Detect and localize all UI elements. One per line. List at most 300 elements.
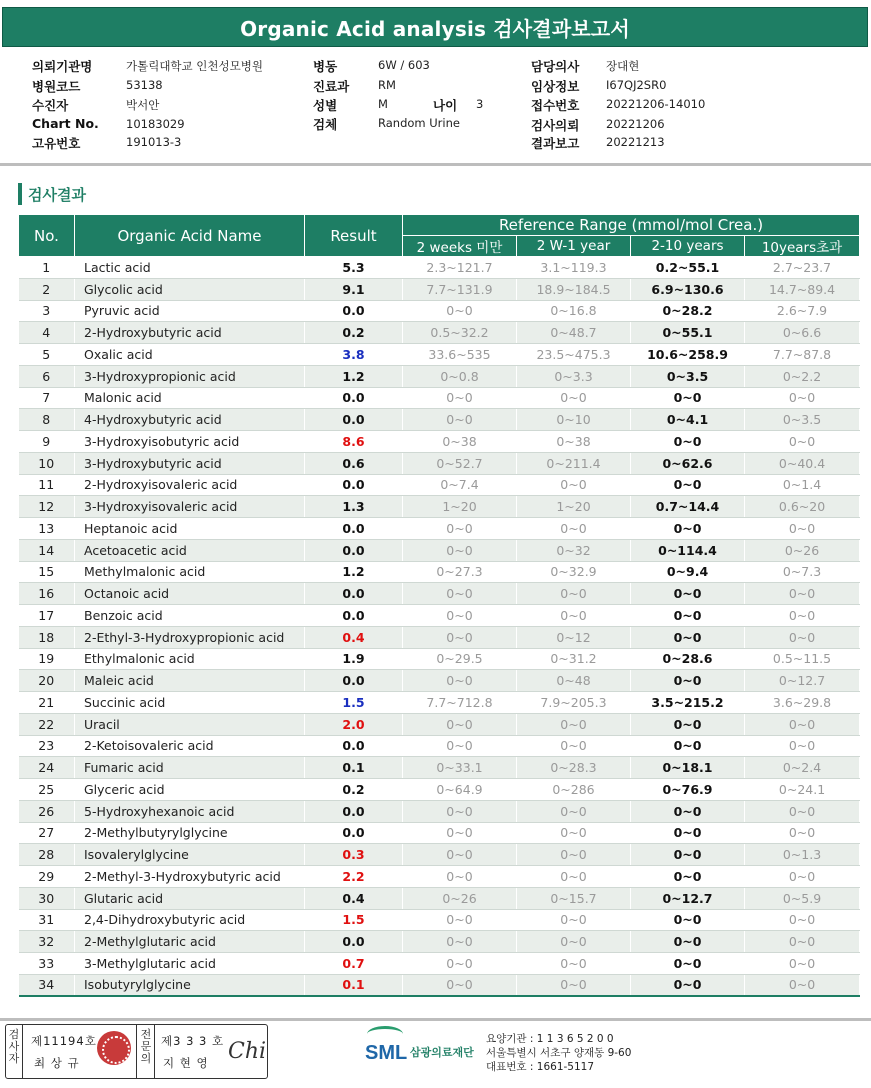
ref-2-10y: 0~76.9 <box>631 779 745 801</box>
ref-over-10y: 0~0 <box>745 953 860 975</box>
row-number: 11 <box>19 474 75 496</box>
acid-name: Malonic acid <box>75 387 305 409</box>
info-label-chart-no: Chart No. <box>32 116 99 131</box>
ref-over-10y: 0~5.9 <box>745 887 860 909</box>
row-number: 14 <box>19 539 75 561</box>
ref-2-10y: 0~9.4 <box>631 561 745 583</box>
ref-under-2-weeks: 0~0 <box>403 300 517 322</box>
ref-2-10y: 10.6~258.9 <box>631 344 745 366</box>
ref-2w-1y: 0~0 <box>517 844 631 866</box>
acid-name: 2-Ketoisovaleric acid <box>75 735 305 757</box>
logo-arc-icon <box>367 1026 403 1042</box>
table-row <box>19 822 860 844</box>
acid-name: 3-Hydroxyisovaleric acid <box>75 496 305 518</box>
ref-2w-1y: 0~0 <box>517 605 631 627</box>
result-value: 0.1 <box>305 974 403 996</box>
ref-over-10y: 0~3.5 <box>745 409 860 431</box>
ref-over-10y: 0~0 <box>745 800 860 822</box>
ref-2-10y: 0~0 <box>631 953 745 975</box>
result-value: 1.2 <box>305 365 403 387</box>
ref-under-2-weeks: 0~52.7 <box>403 452 517 474</box>
acid-name: Maleic acid <box>75 670 305 692</box>
ref-2-10y: 0~0 <box>631 387 745 409</box>
info-label-department: 진료과 <box>313 79 350 94</box>
result-value: 2.0 <box>305 713 403 735</box>
ref-under-2-weeks: 33.6~535 <box>403 344 517 366</box>
ref-2w-1y: 7.9~205.3 <box>517 692 631 714</box>
signature-separator <box>22 1025 23 1078</box>
ref-2-10y: 0~0 <box>631 713 745 735</box>
acid-name: Heptanoic acid <box>75 518 305 540</box>
result-value: 0.1 <box>305 757 403 779</box>
ref-2-10y: 0~0 <box>631 670 745 692</box>
table-row <box>19 800 860 822</box>
ref-2-10y: 0~4.1 <box>631 409 745 431</box>
result-value: 0.0 <box>305 670 403 692</box>
row-number: 33 <box>19 953 75 975</box>
ref-under-2-weeks: 0~0 <box>403 800 517 822</box>
ref-over-10y: 0~0 <box>745 974 860 996</box>
row-number: 28 <box>19 844 75 866</box>
ref-over-10y: 3.6~29.8 <box>745 692 860 714</box>
row-number: 27 <box>19 822 75 844</box>
ref-2-10y: 0~0 <box>631 800 745 822</box>
results-table <box>18 214 860 997</box>
info-value-institution: 가톨릭대학교 인천성모병원 <box>126 59 263 73</box>
ref-under-2-weeks: 0~0 <box>403 583 517 605</box>
table-row <box>19 583 860 605</box>
ref-under-2-weeks: 7.7~131.9 <box>403 278 517 300</box>
ref-over-10y: 2.6~7.9 <box>745 300 860 322</box>
table-row <box>19 648 860 670</box>
row-number: 32 <box>19 931 75 953</box>
table-row <box>19 757 860 779</box>
result-value: 0.4 <box>305 626 403 648</box>
result-value: 8.6 <box>305 431 403 453</box>
table-row <box>19 278 860 300</box>
ref-under-2-weeks: 0~0 <box>403 518 517 540</box>
row-number: 1 <box>19 257 75 279</box>
ref-2w-1y: 0~0 <box>517 713 631 735</box>
acid-name: Uracil <box>75 713 305 735</box>
info-label-unique-no: 고유번호 <box>32 136 81 151</box>
ref-under-2-weeks: 0~0 <box>403 409 517 431</box>
row-number: 18 <box>19 626 75 648</box>
table-row <box>19 518 860 540</box>
table-row <box>19 452 860 474</box>
row-number: 29 <box>19 866 75 888</box>
row-number: 5 <box>19 344 75 366</box>
ref-over-10y: 0~1.3 <box>745 844 860 866</box>
row-number: 6 <box>19 365 75 387</box>
table-row <box>19 670 860 692</box>
report-title: Organic Acid analysis 검사결과보고서 <box>2 7 868 47</box>
ref-over-10y: 0~12.7 <box>745 670 860 692</box>
ref-2w-1y: 0~12 <box>517 626 631 648</box>
ref-2w-1y: 0~0 <box>517 909 631 931</box>
address-line: 서울특별시 서초구 양재동 9-60 <box>486 1047 632 1059</box>
ref-under-2-weeks: 0~0 <box>403 931 517 953</box>
table-row <box>19 387 860 409</box>
result-value: 5.3 <box>305 257 403 279</box>
result-value: 0.0 <box>305 583 403 605</box>
ref-over-10y: 0~6.6 <box>745 322 860 344</box>
ref-over-10y: 0~0 <box>745 931 860 953</box>
ref-2-10y: 0~18.1 <box>631 757 745 779</box>
ref-2-10y: 0~0 <box>631 931 745 953</box>
ref-under-2-weeks: 0~0 <box>403 387 517 409</box>
logo-mark: SML <box>365 1042 408 1064</box>
acid-name: Lactic acid <box>75 257 305 279</box>
table-row <box>19 561 860 583</box>
info-value-unique-no: 191013-3 <box>126 135 182 149</box>
acid-name: Glyceric acid <box>75 779 305 801</box>
acid-name: Isovalerylglycine <box>75 844 305 866</box>
row-number: 9 <box>19 431 75 453</box>
ref-under-2-weeks: 0~0 <box>403 735 517 757</box>
ref-2-10y: 0.2~55.1 <box>631 257 745 279</box>
ref-over-10y: 0~0 <box>745 735 860 757</box>
ref-2-10y: 0~0 <box>631 974 745 996</box>
ref-2-10y: 0~55.1 <box>631 322 745 344</box>
ref-over-10y: 14.7~89.4 <box>745 278 860 300</box>
ref-2-10y: 0~0 <box>631 431 745 453</box>
ref-2-10y: 0~0 <box>631 626 745 648</box>
ref-under-2-weeks: 0~29.5 <box>403 648 517 670</box>
table-row <box>19 431 860 453</box>
table-row <box>19 496 860 518</box>
acid-name: 4-Hydroxybutyric acid <box>75 409 305 431</box>
table-row <box>19 539 860 561</box>
table-row <box>19 866 860 888</box>
info-value-patient: 박서안 <box>126 98 160 112</box>
acid-name: Oxalic acid <box>75 344 305 366</box>
ref-2w-1y: 0~0 <box>517 474 631 496</box>
ref-2-10y: 0.7~14.4 <box>631 496 745 518</box>
acid-name: 2-Methylbutyrylglycine <box>75 822 305 844</box>
ref-over-10y: 0~24.1 <box>745 779 860 801</box>
row-number: 23 <box>19 735 75 757</box>
ref-2-10y: 0~3.5 <box>631 365 745 387</box>
result-value: 1.2 <box>305 561 403 583</box>
info-value-specimen: Random Urine <box>378 116 460 130</box>
acid-name: Methylmalonic acid <box>75 561 305 583</box>
table-row <box>19 844 860 866</box>
table-row <box>19 365 860 387</box>
result-value: 0.0 <box>305 409 403 431</box>
ref-2w-1y: 0~16.8 <box>517 300 631 322</box>
row-number: 4 <box>19 322 75 344</box>
ref-2-10y: 0~0 <box>631 605 745 627</box>
ref-2w-1y: 23.5~475.3 <box>517 344 631 366</box>
logo-name: 삼광의료재단 <box>410 1046 474 1059</box>
ref-under-2-weeks: 0~0 <box>403 974 517 996</box>
acid-name: Isobutyrylglycine <box>75 974 305 996</box>
acid-name: Fumaric acid <box>75 757 305 779</box>
acid-name: 3-Methylglutaric acid <box>75 953 305 975</box>
specialist-name: 지 현 영 <box>163 1056 209 1070</box>
result-value: 0.4 <box>305 887 403 909</box>
ref-over-10y: 2.7~23.7 <box>745 257 860 279</box>
acid-name: Pyruvic acid <box>75 300 305 322</box>
info-value-department: RM <box>378 78 396 92</box>
table-row <box>19 735 860 757</box>
ref-under-2-weeks: 0~0 <box>403 626 517 648</box>
ref-over-10y: 0~2.4 <box>745 757 860 779</box>
info-value-request-date: 20221206 <box>606 117 665 131</box>
ref-under-2-weeks: 0~33.1 <box>403 757 517 779</box>
acid-name: Ethylmalonic acid <box>75 648 305 670</box>
acid-name: Succinic acid <box>75 692 305 714</box>
row-number: 3 <box>19 300 75 322</box>
header-reference-range: Reference Range (mmol/mol Crea.) <box>403 215 860 236</box>
ref-under-2-weeks: 0~38 <box>403 431 517 453</box>
result-value: 2.2 <box>305 866 403 888</box>
header-name: Organic Acid Name <box>75 215 305 257</box>
row-number: 20 <box>19 670 75 692</box>
tester-name: 최 상 규 <box>34 1056 80 1070</box>
ref-2w-1y: 0~286 <box>517 779 631 801</box>
info-label-sex: 성별 <box>313 98 338 113</box>
result-value: 0.2 <box>305 779 403 801</box>
ref-under-2-weeks: 0.5~32.2 <box>403 322 517 344</box>
ref-under-2-weeks: 7.7~712.8 <box>403 692 517 714</box>
ref-under-2-weeks: 0~0 <box>403 844 517 866</box>
ref-2w-1y: 0~0 <box>517 800 631 822</box>
result-value: 0.0 <box>305 822 403 844</box>
ref-over-10y: 0~0 <box>745 822 860 844</box>
lab-address <box>486 1032 631 1074</box>
row-number: 15 <box>19 561 75 583</box>
result-value: 0.7 <box>305 953 403 975</box>
ref-2w-1y: 1~20 <box>517 496 631 518</box>
result-value: 0.0 <box>305 735 403 757</box>
signature-box <box>5 1024 268 1079</box>
table-row <box>19 887 860 909</box>
ref-2-10y: 0~28.2 <box>631 300 745 322</box>
ref-under-2-weeks: 0~0 <box>403 953 517 975</box>
ref-under-2-weeks: 0~64.9 <box>403 779 517 801</box>
acid-name: Benzoic acid <box>75 605 305 627</box>
ref-under-2-weeks: 0~0 <box>403 713 517 735</box>
info-label-clinical-info: 임상정보 <box>531 79 580 94</box>
ref-2-10y: 0~0 <box>631 735 745 757</box>
row-number: 34 <box>19 974 75 996</box>
tester-license: 제11194호 <box>31 1034 97 1048</box>
ref-over-10y: 0~0 <box>745 387 860 409</box>
header-ref-over-10y: 10years초과 <box>745 236 860 257</box>
ref-under-2-weeks: 0~0 <box>403 605 517 627</box>
header-ref-under-2-weeks: 2 weeks 미만 <box>403 236 517 257</box>
ref-2w-1y: 0~31.2 <box>517 648 631 670</box>
table-row <box>19 713 860 735</box>
signature-separator <box>136 1025 137 1078</box>
row-number: 12 <box>19 496 75 518</box>
ref-2-10y: 0~0 <box>631 474 745 496</box>
info-label-request-date: 검사의뢰 <box>531 118 580 133</box>
table-row <box>19 300 860 322</box>
ref-2w-1y: 0~28.3 <box>517 757 631 779</box>
ref-2w-1y: 0~48 <box>517 670 631 692</box>
row-number: 2 <box>19 278 75 300</box>
acid-name: 2-Hydroxyisovaleric acid <box>75 474 305 496</box>
ref-over-10y: 0.6~20 <box>745 496 860 518</box>
patient-info <box>0 54 871 150</box>
acid-name: Glycolic acid <box>75 278 305 300</box>
ref-over-10y: 0~2.2 <box>745 365 860 387</box>
table-row <box>19 974 860 996</box>
sml-logo <box>365 1032 485 1072</box>
result-value: 0.0 <box>305 518 403 540</box>
info-value-sex: M <box>378 97 388 111</box>
ref-2-10y: 0~0 <box>631 909 745 931</box>
ref-2-10y: 3.5~215.2 <box>631 692 745 714</box>
row-number: 31 <box>19 909 75 931</box>
acid-name: 2-Hydroxybutyric acid <box>75 322 305 344</box>
acid-name: 3-Hydroxyisobutyric acid <box>75 431 305 453</box>
table-row <box>19 257 860 279</box>
info-value-report-date: 20221213 <box>606 135 665 149</box>
ref-over-10y: 0~0 <box>745 518 860 540</box>
info-value-age: 3 <box>476 97 484 111</box>
signature-separator <box>154 1025 155 1078</box>
result-value: 0.0 <box>305 300 403 322</box>
result-value: 1.9 <box>305 648 403 670</box>
header-ref-2w-1y: 2 W-1 year <box>517 236 631 257</box>
result-value: 0.6 <box>305 452 403 474</box>
ref-over-10y: 0~0 <box>745 909 860 931</box>
ref-under-2-weeks: 0~27.3 <box>403 561 517 583</box>
ref-over-10y: 0~0 <box>745 866 860 888</box>
ref-under-2-weeks: 0~26 <box>403 887 517 909</box>
ref-2w-1y: 0~32.9 <box>517 561 631 583</box>
ref-over-10y: 0~0 <box>745 626 860 648</box>
address-line: 요양기관 : 1 1 3 6 5 2 0 0 <box>486 1033 614 1045</box>
info-value-receipt-no: 20221206-14010 <box>606 97 706 111</box>
acid-name: 2-Methyl-3-Hydroxybutyric acid <box>75 866 305 888</box>
ref-2w-1y: 3.1~119.3 <box>517 257 631 279</box>
acid-name: Octanoic acid <box>75 583 305 605</box>
section-title <box>18 183 86 205</box>
ref-under-2-weeks: 0~0 <box>403 909 517 931</box>
results-body <box>19 257 860 997</box>
row-number: 25 <box>19 779 75 801</box>
info-label-doctor: 담당의사 <box>531 59 580 74</box>
ref-2w-1y: 0~0 <box>517 822 631 844</box>
ref-over-10y: 0~0 <box>745 605 860 627</box>
row-number: 21 <box>19 692 75 714</box>
ref-over-10y: 0~7.3 <box>745 561 860 583</box>
ref-2w-1y: 0~0 <box>517 931 631 953</box>
result-value: 0.0 <box>305 931 403 953</box>
ref-under-2-weeks: 0~0 <box>403 670 517 692</box>
ref-2w-1y: 0~15.7 <box>517 887 631 909</box>
result-value: 1.5 <box>305 909 403 931</box>
acid-name: Glutaric acid <box>75 887 305 909</box>
info-label-hospital-code: 병원코드 <box>32 79 81 94</box>
ref-2w-1y: 0~32 <box>517 539 631 561</box>
ref-over-10y: 0~0 <box>745 713 860 735</box>
acid-name: 3-Hydroxypropionic acid <box>75 365 305 387</box>
acid-name: 3-Hydroxybutyric acid <box>75 452 305 474</box>
header-result: Result <box>305 215 403 257</box>
info-label-ward: 병동 <box>313 59 338 74</box>
result-value: 0.0 <box>305 539 403 561</box>
ref-2w-1y: 0~0 <box>517 518 631 540</box>
table-row <box>19 626 860 648</box>
table-row <box>19 909 860 931</box>
ref-2-10y: 0~12.7 <box>631 887 745 909</box>
header-ref-2-10y: 2-10 years <box>631 236 745 257</box>
acid-name: 2-Ethyl-3-Hydroxypropionic acid <box>75 626 305 648</box>
specialist-license: 제3 3 3 호 <box>161 1034 225 1048</box>
result-value: 1.3 <box>305 496 403 518</box>
ref-2w-1y: 18.9~184.5 <box>517 278 631 300</box>
row-number: 19 <box>19 648 75 670</box>
tester-label: 검 사 자 <box>8 1028 20 1065</box>
result-value: 0.0 <box>305 605 403 627</box>
ref-over-10y: 0~0 <box>745 431 860 453</box>
row-number: 13 <box>19 518 75 540</box>
info-label-receipt-no: 접수번호 <box>531 98 580 113</box>
info-value-ward: 6W / 603 <box>378 58 430 72</box>
row-number: 8 <box>19 409 75 431</box>
section-title-bar <box>18 183 22 205</box>
ref-2w-1y: 0~0 <box>517 866 631 888</box>
ref-2-10y: 0~0 <box>631 822 745 844</box>
section-title-text: 검사결과 <box>28 185 86 204</box>
row-number: 17 <box>19 605 75 627</box>
ref-2w-1y: 0~0 <box>517 583 631 605</box>
ref-2-10y: 6.9~130.6 <box>631 278 745 300</box>
address-line: 대표번호 : 1661-5117 <box>486 1061 595 1073</box>
row-number: 30 <box>19 887 75 909</box>
acid-name: 2,4-Dihydroxybutyric acid <box>75 909 305 931</box>
row-number: 26 <box>19 800 75 822</box>
ref-2-10y: 0~62.6 <box>631 452 745 474</box>
specialist-label: 전 문 의 <box>140 1028 152 1065</box>
seal-stamp <box>97 1031 131 1065</box>
ref-under-2-weeks: 2.3~121.7 <box>403 257 517 279</box>
handwritten-signature: Chi <box>228 1039 267 1064</box>
result-value: 0.2 <box>305 322 403 344</box>
ref-under-2-weeks: 0~0 <box>403 866 517 888</box>
ref-2-10y: 0~0 <box>631 518 745 540</box>
ref-under-2-weeks: 0~7.4 <box>403 474 517 496</box>
row-number: 7 <box>19 387 75 409</box>
ref-over-10y: 0~1.4 <box>745 474 860 496</box>
ref-2w-1y: 0~0 <box>517 974 631 996</box>
row-number: 24 <box>19 757 75 779</box>
table-row <box>19 344 860 366</box>
table-row <box>19 779 860 801</box>
result-value: 0.0 <box>305 800 403 822</box>
info-value-hospital-code: 53138 <box>126 78 163 92</box>
table-row <box>19 953 860 975</box>
ref-2w-1y: 0~211.4 <box>517 452 631 474</box>
row-number: 22 <box>19 713 75 735</box>
ref-under-2-weeks: 0~0 <box>403 822 517 844</box>
ref-under-2-weeks: 1~20 <box>403 496 517 518</box>
ref-2-10y: 0~114.4 <box>631 539 745 561</box>
result-value: 9.1 <box>305 278 403 300</box>
header-no: No. <box>19 215 75 257</box>
ref-2w-1y: 0~38 <box>517 431 631 453</box>
ref-over-10y: 0.5~11.5 <box>745 648 860 670</box>
acid-name: 2-Methylglutaric acid <box>75 931 305 953</box>
ref-under-2-weeks: 0~0.8 <box>403 365 517 387</box>
result-value: 3.8 <box>305 344 403 366</box>
